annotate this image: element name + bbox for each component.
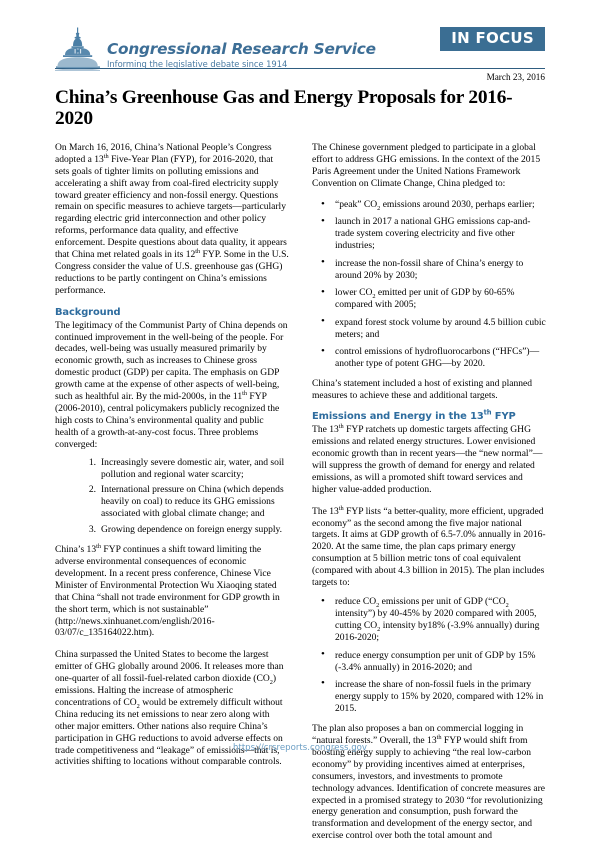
pledge-text-a: launch in 2017 a national GHG emissions cap-and-trade system covering electricity and five other industries; <box>335 216 531 252</box>
subscript-two: 2 <box>505 602 509 610</box>
in-focus-badge: IN FOCUS <box>440 27 545 51</box>
ordinal-suffix: th <box>338 423 344 431</box>
pledge-text-a: increase the non-fossil share of China’s energy to around 20% by 2030; <box>335 257 524 281</box>
crs-logo <box>55 27 376 69</box>
list-item <box>335 596 546 644</box>
pledges-list <box>312 199 546 370</box>
ratchet-paragraph <box>312 424 546 496</box>
org-name: Congressional Research Service <box>107 39 376 58</box>
background-paragraph <box>55 320 289 451</box>
heading-text-a: Emissions and Energy in the 13 <box>312 411 484 423</box>
intro-paragraph <box>55 142 289 297</box>
ordinal-suffix: th <box>436 733 442 741</box>
ordinal-suffix: th <box>103 152 109 160</box>
intro-text-b: Five-Year Plan (FYP), for 2016-2020, that sets goals of tighter limits on polluting emissions and accelerating a shift away from coal-fired electricity supply toward greater efficiency and non-fossil energy. Questions remain on specific measures to achieve targets—particularly regarding electric grid interconnection and other policy reforms, performance data quality, and effective enforcement. Despite questions about data quality, it appears that China met related goals in its 12 <box>55 153 287 261</box>
emitter-text-b: ) emissions. Halting the increase of atmospheric concentrations of CO <box>55 672 277 708</box>
page-title: China’s Greenhouse Gas and Energy Proposals for 2016-2020 <box>55 87 513 130</box>
pledge-text-a: control emissions of hydrofluorocarbons (“HFCs”)—another type of potent GHG—by 2020. <box>335 346 540 369</box>
pledge-text-b: emitted per unit of GDP by 60-65% compared with 2005; <box>335 287 515 311</box>
wordmark <box>107 39 376 69</box>
list-item <box>335 317 546 341</box>
subscript-two: 2 <box>269 678 273 686</box>
ordinal-suffix: th <box>195 248 201 256</box>
intro-text-c: FYP. Some in the U.S. Congress consider the value of U.S. greenhouse gas (GHG) reductions to be partly contingent on China’s emissions performance. <box>55 249 289 297</box>
closing-text-a: The plan also proposes a ban on commercial logging in “natural forests.” Overall, the 13 <box>312 722 524 746</box>
footer-url[interactable]: https://crsreports.congress.gov <box>233 743 367 753</box>
ordinal-suffix: th <box>242 390 248 398</box>
target-text-b: emissions per unit of GDP (“CO <box>379 596 506 608</box>
closing-paragraph <box>312 723 546 843</box>
subscript-two: 2 <box>376 602 380 610</box>
subscript-two: 2 <box>377 626 381 634</box>
subscript-two: 2 <box>377 204 381 212</box>
heading-text-b: FYP <box>491 411 516 423</box>
ordinal-suffix: th <box>96 542 102 550</box>
ratchet-text-b: FYP ratchets up domestic targets affecting GHG emissions and related energy structures. Lower envisioned economic growth than in recent years—the “new normal”—will suppress the growth of demand for energy and related emissions, as will a promoted shift toward services and higher value-added production. <box>312 424 543 496</box>
list-item <box>335 216 546 252</box>
list-item <box>335 346 546 370</box>
targets-intro-paragraph <box>312 506 546 590</box>
lists-text-a: The 13 <box>312 505 339 517</box>
closing-text-b: FYP would shift from boosting energy supply to achieving “the real low-carbon economy” by providing incentives aimed at enterprises, consumers, investors, and investments to promote technology advances. Identification of concrete measures are expected in a promised strategy to 2030 “for revolutionizing energy generation and consumption, push forward the transformation and development of the energy sector, and exercise control over both the total amount and <box>312 734 545 842</box>
lists-text-b: FYP lists “a better-quality, more efficient, upgraded economy” as the second among the five major national targets. It aims at GDP growth of 6.5-7.0% annually in 2016-2020. At the same time, the plan caps primary energy consumption at 5 billion metric tons of coal equivalent (compared with about 4.3 billion in 2015). The plan includes targets to: <box>312 505 546 589</box>
masthead <box>55 0 545 69</box>
list-item <box>335 650 546 674</box>
pledge-intro-paragraph: The Chinese government pledged to participate in a global effort to address GHG emissions. In the context of the 2015 Paris Agreement under the United Nations Framework Convention on Climate Change, China pledged to: <box>312 141 541 189</box>
list-item: Growing dependence on foreign energy supply. <box>101 523 283 535</box>
target-text-a: reduce energy consumption per unit of GDP by 15% (-3.4% annually) in 2016-2020; and <box>335 649 536 673</box>
list-item <box>335 287 546 311</box>
document-date: March 23, 2016 <box>486 72 545 82</box>
section-heading-background: Background <box>55 306 121 318</box>
fyp-text-b: FYP continues a shift toward limiting the adverse environmental consequences of economic development. In a recent press conference, Chinese Vice Minister of Environmental Protection Wu Xiaoqing stated that China “shall not trade environment for GDP growth in the short term, which is not sustainable” (http://news.xinhuanet.com/english/2016-03/07/c_135164022.htm). <box>55 543 280 639</box>
ordinal-suffix: th <box>338 504 344 512</box>
list-item: Increasingly severe domestic air, water, and soil pollution and regional water scarcity; <box>101 457 285 481</box>
section-heading-emissions-energy <box>312 411 546 423</box>
list-item <box>335 679 546 715</box>
ordinal-suffix: th <box>483 409 492 418</box>
fyp-shift-paragraph <box>55 544 289 640</box>
emitter-text-a: China surpassed the United States to become the largest emitter of GHG globally around 2006. It releases more than one-quarter of all fossil-fuel-related carbon dioxide (CO <box>55 648 284 684</box>
statement-paragraph: China’s statement included a host of existing and planned measures to achieve these and additional targets. <box>312 377 533 401</box>
list-item <box>335 199 546 211</box>
pledge-text-a: “peak” CO <box>335 199 378 210</box>
target-text-c: intensity”) by 40-45% by 2020 compared with 2005, cutting CO <box>335 608 537 632</box>
target-text-d: intensity by18% (-3.9% annually) during 2016-2020; <box>335 620 540 644</box>
pledge-text-a: expand forest stock volume by around 4.5 billion cubic meters; and <box>335 316 546 340</box>
background-text-a: The legitimacy of the Communist Party of China depends on continued improvement in the well-being of the people. For decades, well-being was usually measured primarily by economic growth, such as increases to Chinese gross domestic product (GDP) per capita. The emphasis on GDP growth came at the expense of other aspects of well-being, such as healthful air. By the mid-2000s, in the 11 <box>55 319 288 403</box>
list-item: International pressure on China (which depends heavily on coal) to reduce its GHG emissions associated with global climate change; and <box>101 484 284 520</box>
emitter-text-c: would be extremely difficult without China reducing its net emissions to near zero along with other major emitters. Other nations also require China’s participation in GHG reductions to avoid adverse effects on trade competitiveness and “leakage” of emissions—that is, activities shifting to locations without comparable controls. <box>55 696 283 768</box>
capitol-dome-icon <box>55 27 101 71</box>
org-tagline: Informing the legislative debate since 1914 <box>107 58 288 69</box>
subscript-two: 2 <box>136 702 140 710</box>
pledge-text-b: emissions around 2030, perhaps earlier; <box>380 199 535 210</box>
pledge-text-a: lower CO <box>335 287 373 299</box>
target-text-a: increase the share of non-fossil fuels in the primary energy supply to 15% by 2020, compared with 12% in 2015. <box>335 678 544 714</box>
target-text-a: reduce CO <box>335 596 377 608</box>
targets-list <box>312 596 546 715</box>
background-text-b: FYP (2006-2010), central policymakers publicly recognized the high costs to China’s environmental quality and public health of a growth-at-any-cost focus. Three problems converged: <box>55 391 280 451</box>
list-item <box>335 258 546 282</box>
subscript-two: 2 <box>372 293 376 301</box>
ratchet-text-a: The 13 <box>312 424 339 436</box>
problems-list <box>55 457 289 536</box>
fyp-text-a: China’s 13 <box>55 543 97 555</box>
intro-text-a: On March 16, 2016, China’s National People’s Congress adopted a 13 <box>55 141 272 165</box>
